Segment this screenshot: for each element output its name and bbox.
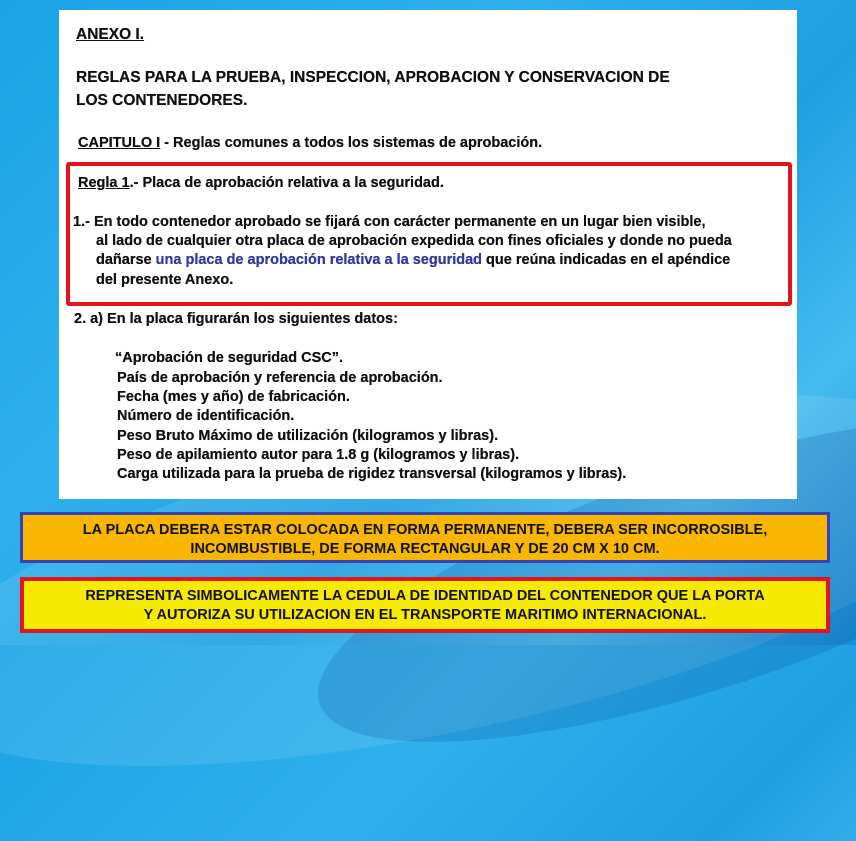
main-title-line1: REGLAS PARA LA PRUEBA, INSPECCION, APROBACION Y CONSERVACION DE xyxy=(76,69,670,86)
data-item: Peso Bruto Máximo de utilización (kilogramos y libras). xyxy=(117,428,499,444)
para1-highlight: una placa de aprobación relativa a la seguridad xyxy=(155,252,483,268)
para1-line4: del presente Anexo. xyxy=(96,272,234,288)
para2: 2. a) En la placa figurarán los siguientes datos: xyxy=(74,311,398,327)
main-title-line2: LOS CONTENEDORES. xyxy=(76,92,248,109)
chapter-label: CAPITULO I xyxy=(78,135,161,151)
rule-text: .- Placa de aprobación relativa a la seguridad. xyxy=(129,175,444,191)
data-item: Peso de apilamiento autor para 1.8 g (kilogramos y libras). xyxy=(117,447,520,463)
para1-line1: 1.- En todo contenedor aprobado se fijará con carácter permanente en un lugar bien visible, xyxy=(73,214,706,230)
data-item: País de aprobación y referencia de aprobación. xyxy=(117,370,443,386)
para1-line2: al lado de cualquier otra placa de aprobación expedida con fines oficiales y donde no pueda xyxy=(96,233,732,249)
para1-line3-start: dañarse xyxy=(96,252,156,268)
para1-line3-end: que reúna indicadas en el apéndice xyxy=(482,252,731,268)
plate-meaning-banner xyxy=(20,577,830,633)
data-item: Fecha (mes y año) de fabricación. xyxy=(117,389,350,405)
rule-label: Regla 1 xyxy=(78,175,130,191)
highlight-box xyxy=(66,162,792,306)
data-item: “Aprobación de seguridad CSC”. xyxy=(115,350,343,366)
banner2-line1: REPRESENTA SIMBOLICAMENTE LA CEDULA DE IDENTIDAD DEL CONTENEDOR QUE LA PORTA xyxy=(85,588,765,604)
banner1-line2: INCOMBUSTIBLE, DE FORMA RECTANGULAR Y DE 20 CM X 10 CM. xyxy=(190,541,660,557)
banner2-line2: Y AUTORIZA SU UTILIZACION EN EL TRANSPORTE MARITIMO INTERNACIONAL. xyxy=(143,607,707,623)
data-item: Número de identificación. xyxy=(117,408,295,424)
chapter-text: - Reglas comunes a todos los sistemas de aprobación. xyxy=(160,135,543,151)
plate-requirements-banner xyxy=(20,512,830,563)
banner1-line1: LA PLACA DEBERA ESTAR COLOCADA EN FORMA PERMANENTE, DEBERA SER INCORROSIBLE, xyxy=(82,522,768,538)
annex-title: ANEXO I. xyxy=(76,26,145,43)
chapter-heading xyxy=(78,135,542,151)
data-item: Carga utilizada para la prueba de rigidez transversal (kilogramos y libras). xyxy=(117,466,627,482)
